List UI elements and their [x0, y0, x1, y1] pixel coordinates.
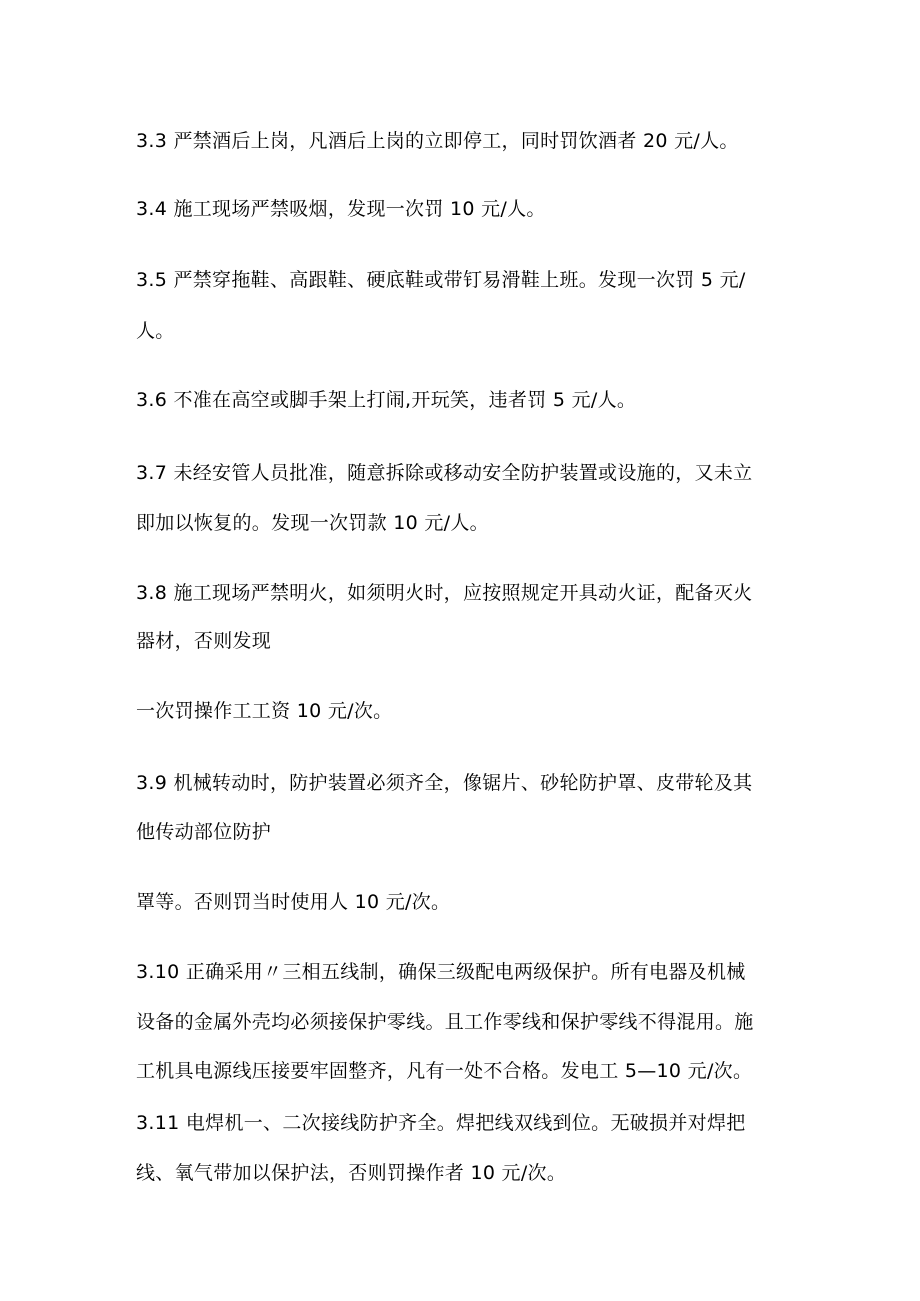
rule-3-4-line: 3.4 施工现场严禁吸烟，发现一次罚 10 元/人。 — [136, 198, 546, 220]
rule-3-8-line-3: 一次罚操作工工资 10 元/次。 — [136, 700, 393, 722]
rule-3-9-line-2: 他传动部位防护 — [136, 821, 272, 843]
rule-3-8-line-2: 器材，否则发现 — [136, 630, 272, 652]
rule-3-6-line: 3.6 不准在高空或脚手架上打闹,开玩笑，违者罚 5 元/人。 — [136, 389, 637, 411]
rule-3-11-line-2: 线、氧气带加以保护法，否则罚操作者 10 元/次。 — [136, 1162, 567, 1184]
rule-3-7-line-1: 3.7 未经安管人员批准，随意拆除或移动安全防护装置或设施的，又未立 — [136, 462, 753, 484]
rule-3-5-line-2: 人。 — [136, 320, 175, 342]
rule-3-7-line-2: 即加以恢复的。发现一次罚款 10 元/人。 — [136, 512, 489, 534]
rule-3-10-line-1: 3.10 正确采用〃三相五线制，确保三级配电两级保护。所有电器及机械 — [136, 961, 746, 983]
rule-3-9-line-3: 罩等。否则罚当时使用人 10 元/次。 — [136, 891, 451, 913]
rule-3-8-line-1: 3.8 施工现场严禁明火，如须明火时，应按照规定开具动火证，配备灭火 — [136, 582, 753, 604]
rule-3-10-line-2: 设备的金属外壳均必须接保护零线。且工作零线和保护零线不得混用。施 — [136, 1011, 754, 1033]
rule-3-10-line-3: 工机具电源线压接要牢固整齐，凡有一处不合格。发电工 5—10 元/次。 — [136, 1060, 753, 1082]
rule-3-9-line-1: 3.9 机械转动时，防护装置必须齐全，像锯片、砂轮防护罩、皮带轮及其 — [136, 772, 753, 794]
rule-3-3-line: 3.3 严禁酒后上岗，凡酒后上岗的立即停工，同时罚饮酒者 20 元/人。 — [136, 130, 739, 152]
rule-3-11-line-1: 3.11 电焊机一、二次接线防护齐全。焊把线双线到位。无破损并对焊把 — [136, 1112, 746, 1134]
rule-3-5-line-1: 3.5 严禁穿拖鞋、高跟鞋、硬底鞋或带钉易滑鞋上班。发现一次罚 5 元/ — [136, 269, 746, 291]
